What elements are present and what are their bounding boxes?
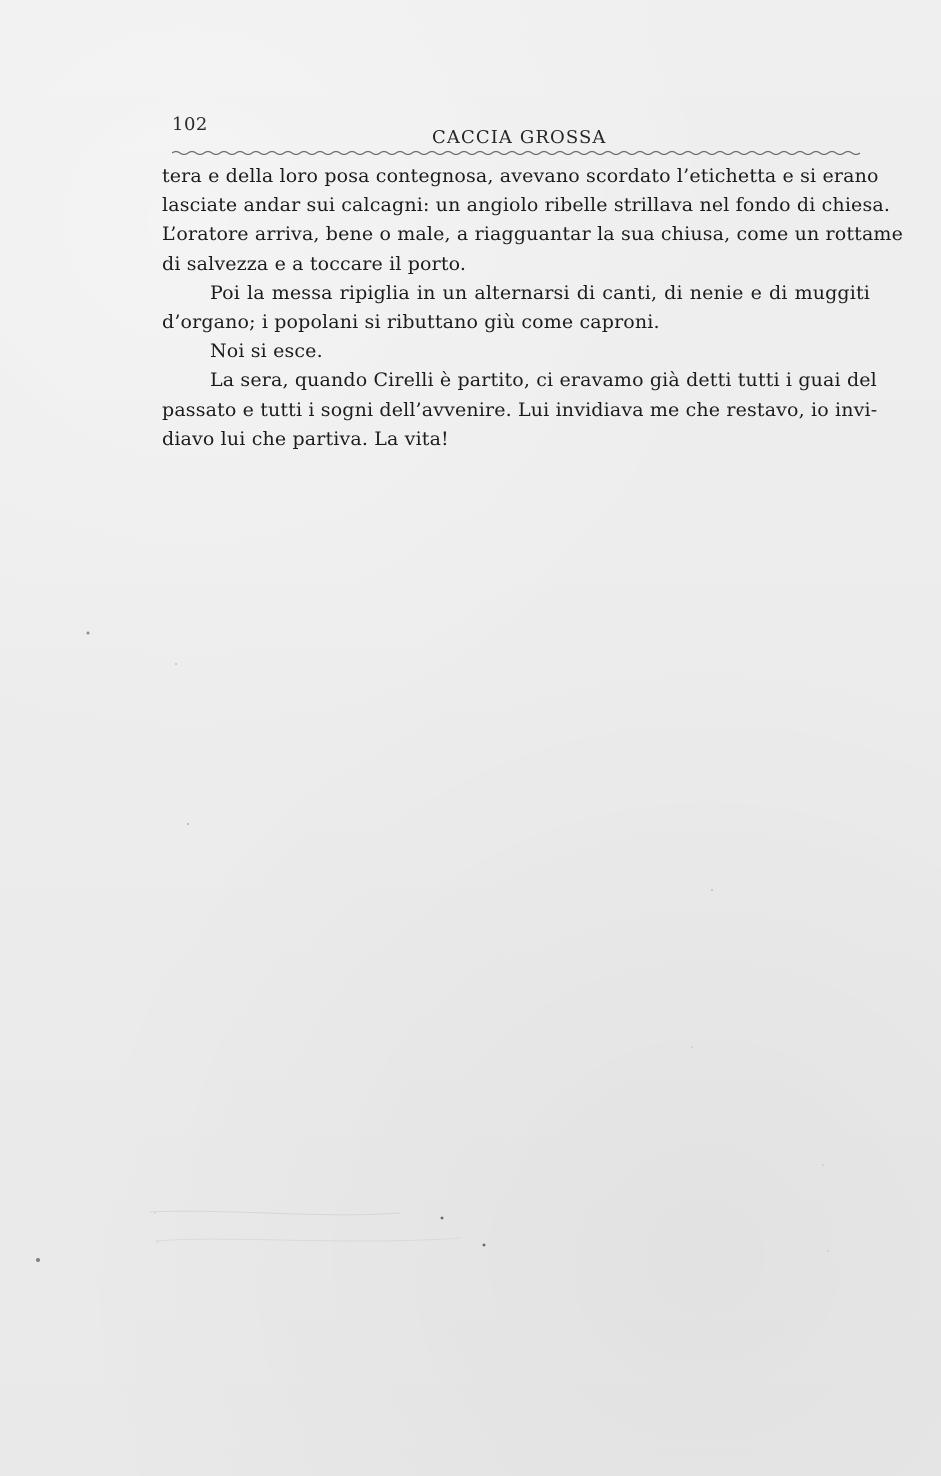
text-line-5: Poi la messa ripiglia in un alternarsi di canti, di nenie e di muggiti <box>210 281 870 304</box>
running-title: CACCIA GROSSA <box>432 127 607 148</box>
text-line-10: diavo lui che partiva. La vita! <box>162 427 449 450</box>
page-number: 102 <box>172 114 208 135</box>
text-line-6: d’organo; i popolani si ributtano giù come caproni. <box>162 311 660 334</box>
text-line-1: tera e della loro posa contegnosa, avevano scordato l’etichetta e si erano <box>162 165 879 187</box>
wavy-header-rule <box>172 149 862 155</box>
running-header <box>172 114 862 154</box>
text-line-3: L’oratore arriva, bene o male, a riagguantar la sua chiusa, come un rottame <box>162 223 903 246</box>
text-line-9: passato e tutti i sogni dell’avvenire. Lui invidiava me che restavo, io invi- <box>162 398 878 421</box>
text-line-2: lasciate andar sui calcagni: un angiolo ribelle strillava nel fondo di chiesa. <box>162 194 891 217</box>
text-line-8: La sera, quando Cirelli è partito, ci eravamo già detti tutti i guai del <box>210 369 877 392</box>
body-text <box>162 162 903 454</box>
text-line-4: di salvezza e a toccare il porto. <box>162 252 467 275</box>
text-line-7: Noi si esce. <box>210 340 323 363</box>
